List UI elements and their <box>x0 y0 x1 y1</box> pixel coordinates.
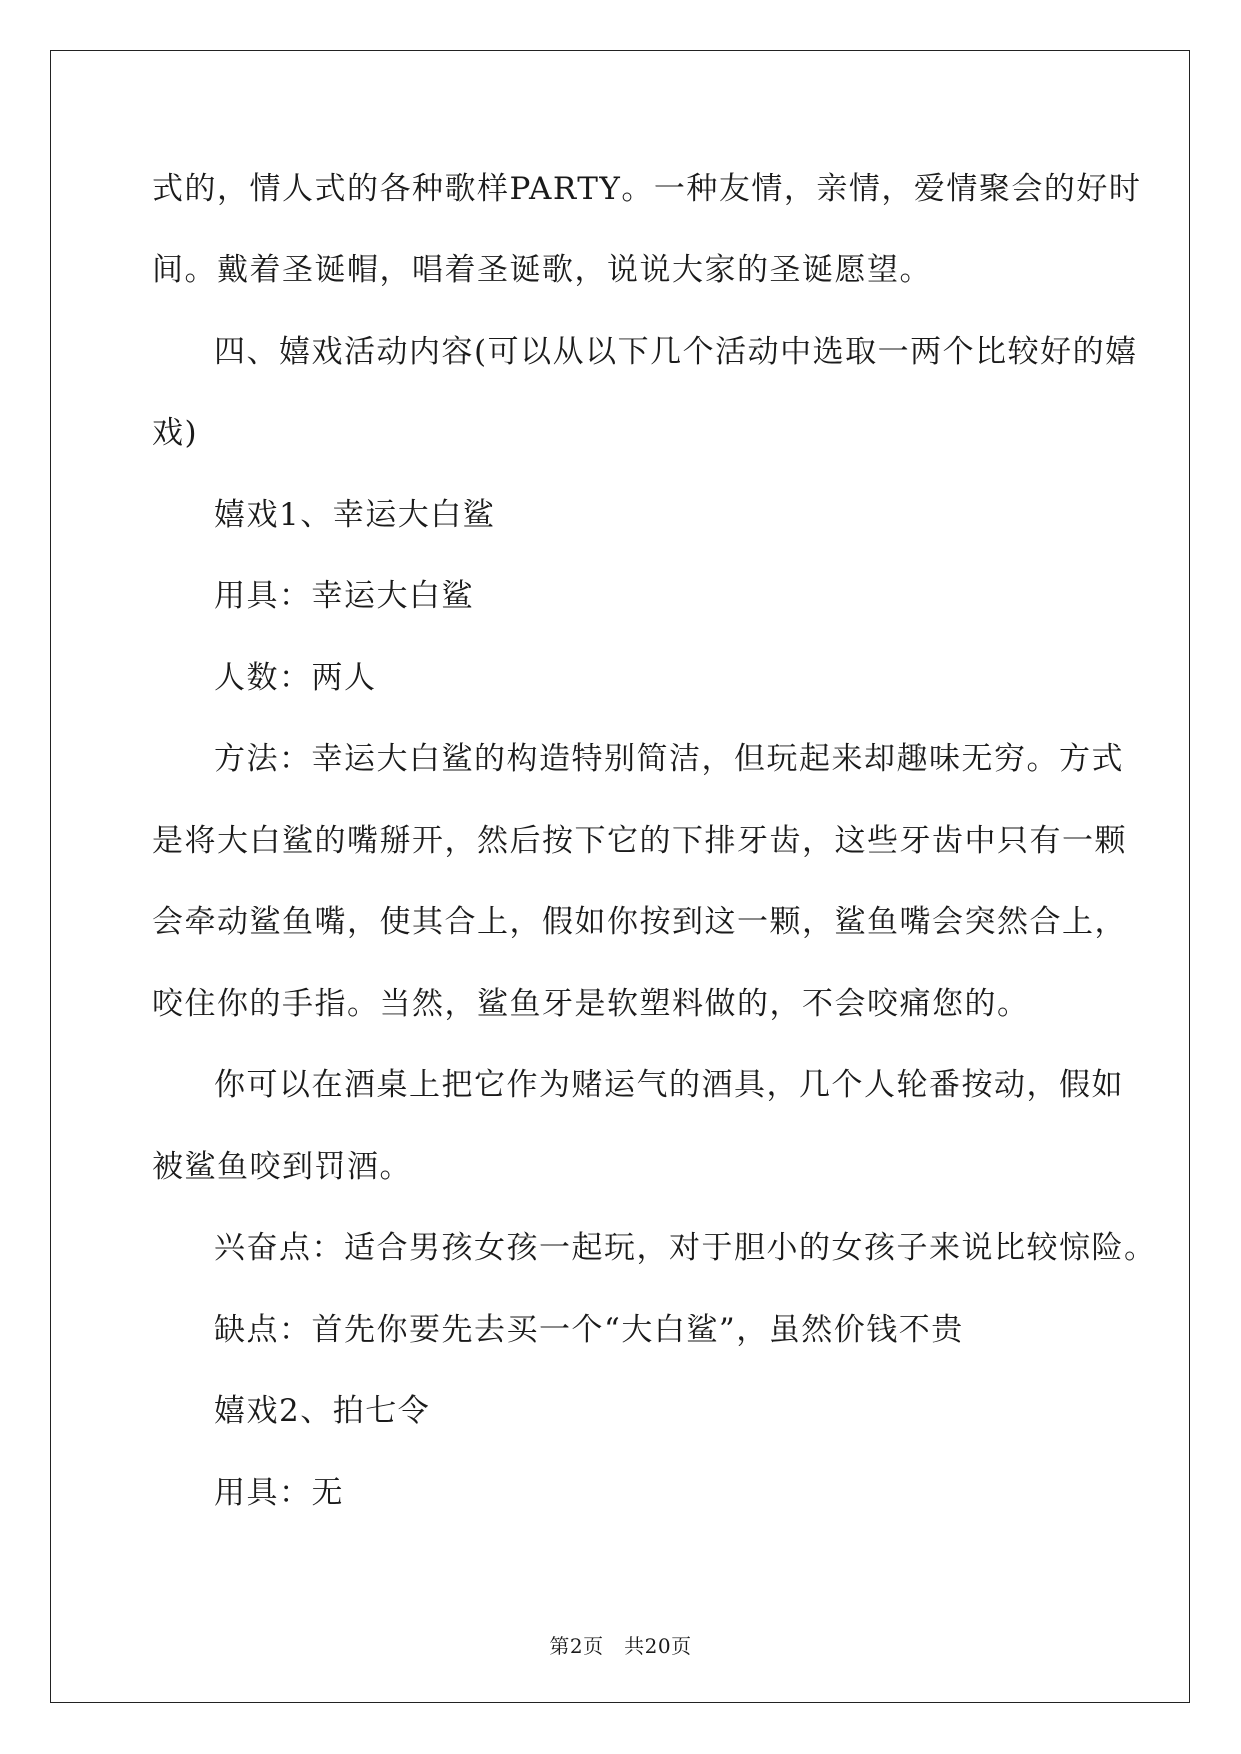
game-2-equipment: 用具：无 <box>214 1475 344 1511</box>
text-line-2: 间。戴着圣诞帽，唱着圣诞歌，说说大家的圣诞愿望。 <box>152 252 932 288</box>
game-1-method-line-1: 方法：幸运大白鲨的构造特别简洁，但玩起来却趣味无穷。方式 <box>214 741 1124 777</box>
section-heading-4: 四、嬉戏活动内容(可以从以下几个活动中选取一两个比较好的嬉 <box>214 334 1138 370</box>
game-1-method-line-4: 咬住你的手指。当然，鲨鱼牙是软塑料做的，不会咬痛您的。 <box>152 986 1030 1022</box>
game-1-tip-line-2: 被鲨鱼咬到罚酒。 <box>152 1149 412 1185</box>
game-1-method-line-2: 是将大白鲨的嘴掰开，然后按下它的下排牙齿，这些牙齿中只有一颗 <box>152 823 1127 859</box>
game-1-drawback: 缺点：首先你要先去买一个“大白鲨”，虽然价钱不贵 <box>214 1312 964 1348</box>
text-line-1: 式的，情人式的各种歌样PARTY。一种友情，亲情，爱情聚会的好时 <box>152 171 1142 207</box>
game-2-title: 嬉戏2、拍七令 <box>214 1393 431 1429</box>
game-1-title: 嬉戏1、幸运大白鲨 <box>214 497 496 533</box>
page-border <box>50 50 1190 1703</box>
page-number-footer: 第2页 共20页 <box>549 1634 692 1658</box>
game-1-method-line-3: 会牵动鲨鱼嘴，使其合上，假如你按到这一颗，鲨鱼嘴会突然合上， <box>152 904 1127 940</box>
game-1-players: 人数：两人 <box>214 660 377 696</box>
text-line-4: 戏) <box>152 415 199 451</box>
game-1-tip-line-1: 你可以在酒桌上把它作为赌运气的酒具，几个人轮番按动，假如 <box>214 1067 1124 1103</box>
game-1-highlight: 兴奋点：适合男孩女孩一起玩，对于胆小的女孩子来说比较惊险。 <box>214 1230 1157 1266</box>
game-1-equipment: 用具：幸运大白鲨 <box>214 578 474 614</box>
